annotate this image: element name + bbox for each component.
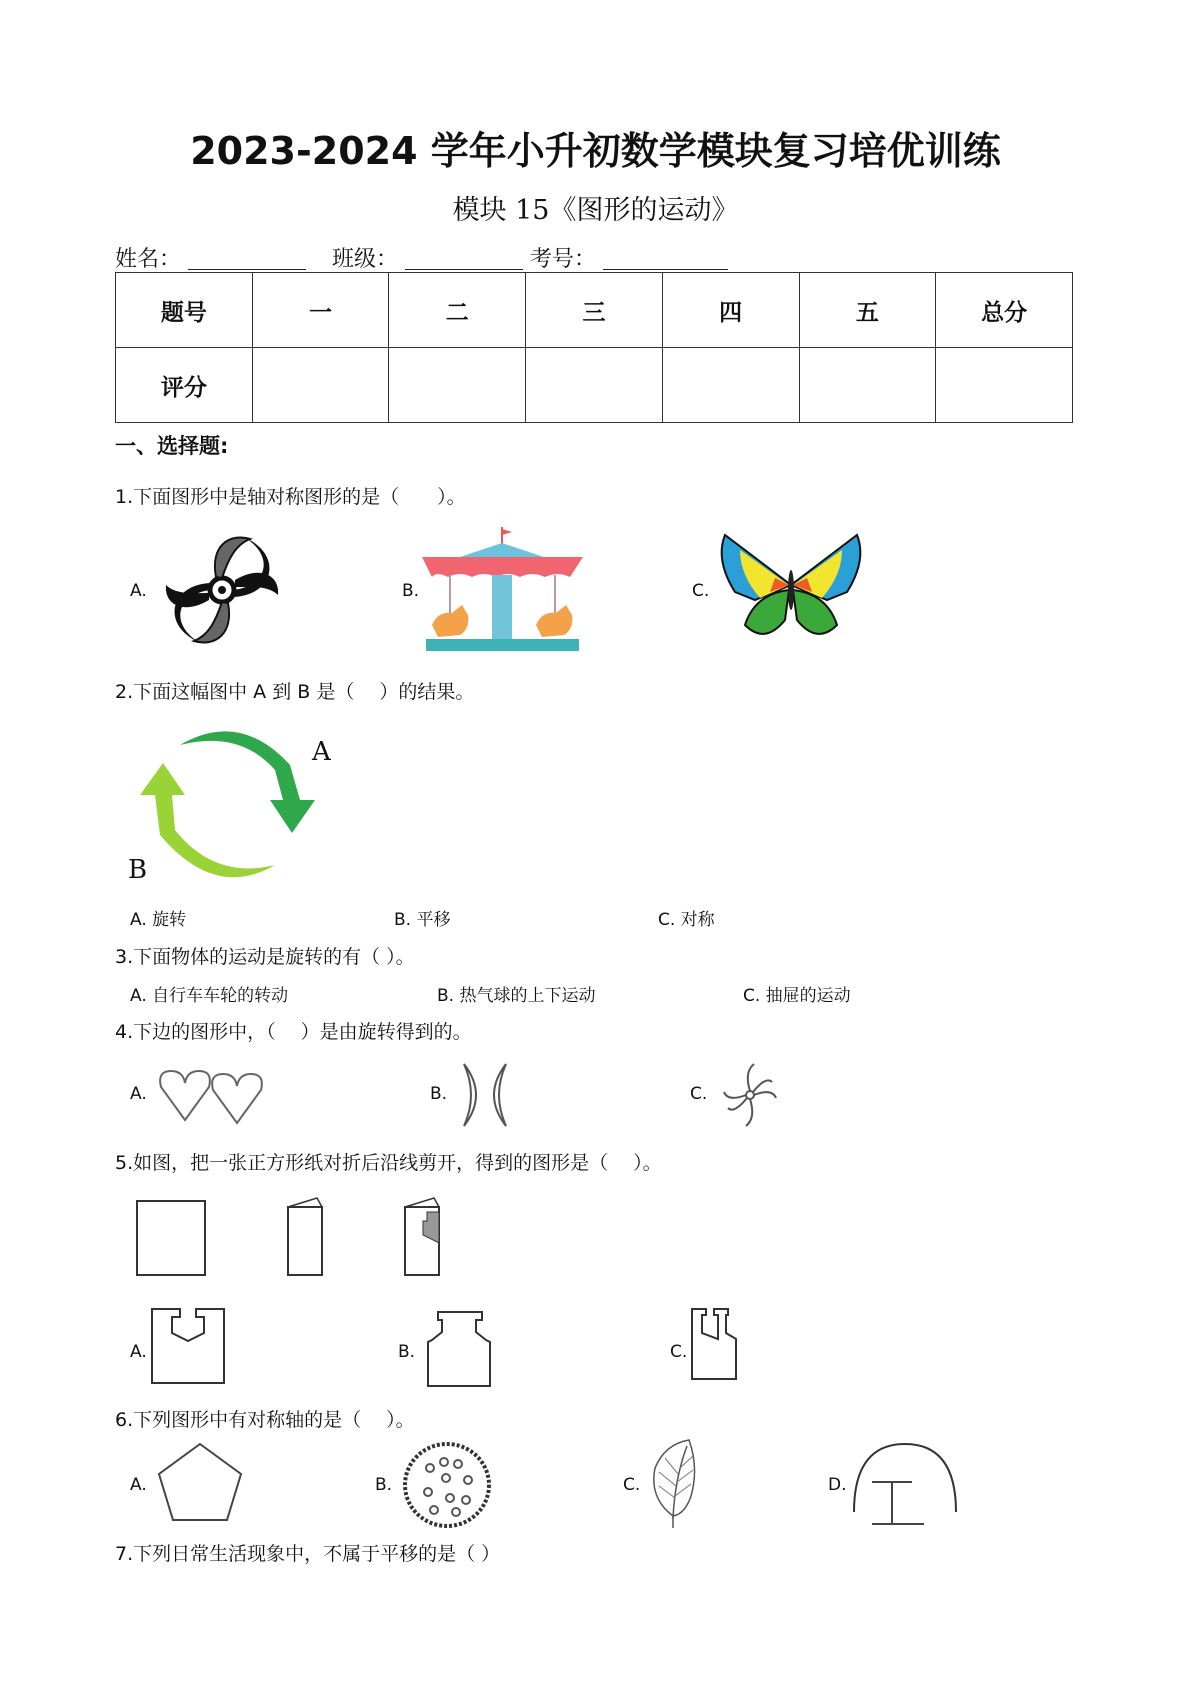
question-1: 1.下面图形中是轴对称图形的是（ ）。 bbox=[115, 486, 466, 508]
cut-shape-a bbox=[150, 1305, 230, 1385]
header-cell: 三 bbox=[526, 273, 663, 348]
q2-option-b: B. 平移 bbox=[394, 910, 451, 930]
rotation-arrows-figure bbox=[120, 715, 345, 885]
q2-option-c: C. 对称 bbox=[658, 910, 715, 930]
question-6: 6.下列图形中有对称轴的是（ ）。 bbox=[115, 1409, 415, 1431]
q3-option-a: A. 自行车车轮的转动 bbox=[130, 986, 289, 1006]
q1-option-b-label: B. bbox=[402, 581, 420, 601]
exam-number-label: 考号： bbox=[530, 247, 597, 272]
pentagon-icon bbox=[155, 1440, 245, 1525]
q1-option-c-label: C. bbox=[692, 581, 710, 601]
q6-option-a-label: A. bbox=[130, 1475, 147, 1495]
q4-option-c-label: C. bbox=[690, 1084, 708, 1104]
two-crescents-icon bbox=[460, 1060, 510, 1130]
question-4: 4.下边的图形中，（ ）是由旋转得到的。 bbox=[115, 1021, 472, 1043]
swirl-ornament-icon bbox=[150, 525, 295, 655]
pinwheel-icon bbox=[720, 1060, 780, 1130]
q4-option-a-label: A. bbox=[130, 1084, 147, 1104]
header-cell: 题号 bbox=[116, 273, 253, 348]
name-blank[interactable] bbox=[188, 248, 306, 270]
score-cell[interactable] bbox=[799, 348, 936, 423]
question-2: 2.下面这幅图中 A 到 B 是（ ）的结果。 bbox=[115, 681, 475, 703]
question-5: 5.如图，把一张正方形纸对折后沿线剪开，得到的图形是（ ）。 bbox=[115, 1152, 662, 1174]
score-row bbox=[116, 348, 1073, 423]
q4-option-b-label: B. bbox=[430, 1084, 448, 1104]
header-cell: 二 bbox=[389, 273, 526, 348]
header-cell: 一 bbox=[252, 273, 389, 348]
q6-option-d-label: D. bbox=[828, 1475, 847, 1495]
question-3: 3.下面物体的运动是旋转的有（ ）。 bbox=[115, 946, 415, 968]
score-cell[interactable] bbox=[389, 348, 526, 423]
q3-option-b: B. 热气球的上下运动 bbox=[437, 986, 596, 1006]
question-7: 7.下列日常生活现象中，不属于平移的是（ ） bbox=[115, 1543, 501, 1565]
cut-shape-b bbox=[420, 1308, 500, 1388]
q1-option-a-label: A. bbox=[130, 581, 147, 601]
cut-shape-c bbox=[690, 1305, 770, 1385]
folding-steps-figure bbox=[135, 1195, 455, 1285]
q2-option-a: A. 旋转 bbox=[130, 910, 187, 930]
score-label-cell: 评分 bbox=[116, 348, 253, 423]
name-label: 姓名： bbox=[115, 247, 182, 272]
leaf-icon bbox=[645, 1438, 700, 1533]
document-title: 2023-2024 学年小升初数学模块复习培优训练 bbox=[190, 129, 1001, 173]
score-table bbox=[115, 272, 1073, 423]
q3-option-c: C. 抽屉的运动 bbox=[743, 986, 851, 1006]
header-cell: 总分 bbox=[936, 273, 1073, 348]
score-cell[interactable] bbox=[936, 348, 1073, 423]
class-blank[interactable] bbox=[405, 248, 523, 270]
header-cell: 四 bbox=[662, 273, 799, 348]
score-cell[interactable] bbox=[526, 348, 663, 423]
two-hearts-icon bbox=[155, 1065, 267, 1125]
section-heading: 一、选择题: bbox=[115, 434, 229, 458]
q5-option-a-label: A. bbox=[130, 1342, 147, 1362]
q6-option-c-label: C. bbox=[623, 1475, 641, 1495]
label-a: A bbox=[312, 737, 331, 767]
module-subtitle: 模块 15《图形的运动》 bbox=[452, 195, 739, 226]
carousel-icon bbox=[420, 525, 585, 655]
exam-number-blank[interactable] bbox=[603, 248, 728, 270]
score-cell[interactable] bbox=[252, 348, 389, 423]
label-b: B bbox=[128, 855, 148, 885]
student-info-line bbox=[115, 242, 728, 273]
q6-option-b-label: B. bbox=[375, 1475, 393, 1495]
butterfly-icon bbox=[715, 530, 867, 650]
arch-i-beam-icon bbox=[850, 1440, 960, 1530]
score-cell[interactable] bbox=[662, 348, 799, 423]
header-cell: 五 bbox=[799, 273, 936, 348]
q5-option-c-label: C. bbox=[670, 1342, 688, 1362]
question-number-row bbox=[116, 273, 1073, 348]
class-label: 班级： bbox=[332, 247, 399, 272]
lotus-seedpod-icon bbox=[400, 1440, 495, 1530]
q5-option-b-label: B. bbox=[398, 1342, 416, 1362]
